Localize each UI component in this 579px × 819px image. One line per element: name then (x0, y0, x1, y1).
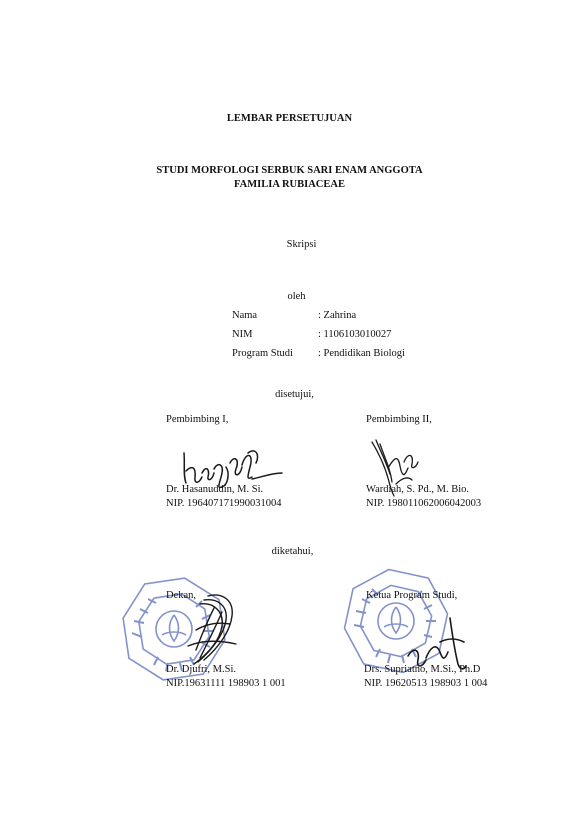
student-name-value: : Zahrina (318, 310, 357, 321)
supervisor2-name: Wardiah, S. Pd., M. Bio. (366, 484, 469, 495)
approved-label: disetujui, (275, 389, 314, 400)
document-type: Skripsi (286, 239, 317, 250)
student-name-label: Nama (232, 310, 258, 321)
acknowledged-label: diketahui, (271, 546, 314, 557)
dean-signature (178, 590, 248, 670)
head-name: Drs. Supriatno, M.Si., Ph.D (364, 664, 481, 675)
by-label: oleh (287, 291, 306, 302)
student-nim-value: : 1106103010027 (318, 329, 392, 340)
student-program-value: : Pendidikan Biologi (318, 348, 405, 359)
student-program-label: Program Studi (232, 348, 293, 359)
thesis-title-line1: STUDI MORFOLOGI SERBUK SARI ENAM ANGGOTA (156, 165, 423, 176)
head-nip: NIP. 19620513 198903 1 004 (364, 678, 488, 689)
dean-name: Dr. Djufri, M.Si. (166, 664, 237, 675)
student-nim-label: NIM (232, 329, 253, 340)
supervisor1-name: Dr. Hasanuddin, M. Si. (166, 484, 264, 495)
supervisor1-nip: NIP. 196407171990031004 (166, 498, 282, 509)
thesis-title-line2: FAMILIA RUBIACEAE (234, 179, 345, 190)
head-role: Ketua Program Studi, (366, 590, 458, 601)
dean-role: Dekan, (166, 590, 197, 601)
supervisor2-nip: NIP. 198011062006042003 (366, 498, 482, 509)
page-title: LEMBAR PERSETUJUAN (226, 113, 353, 124)
dean-nip: NIP.19631111 198903 1 001 (166, 678, 286, 689)
supervisor2-role: Pembimbing II, (366, 414, 432, 425)
supervisor1-role: Pembimbing I, (166, 414, 229, 425)
